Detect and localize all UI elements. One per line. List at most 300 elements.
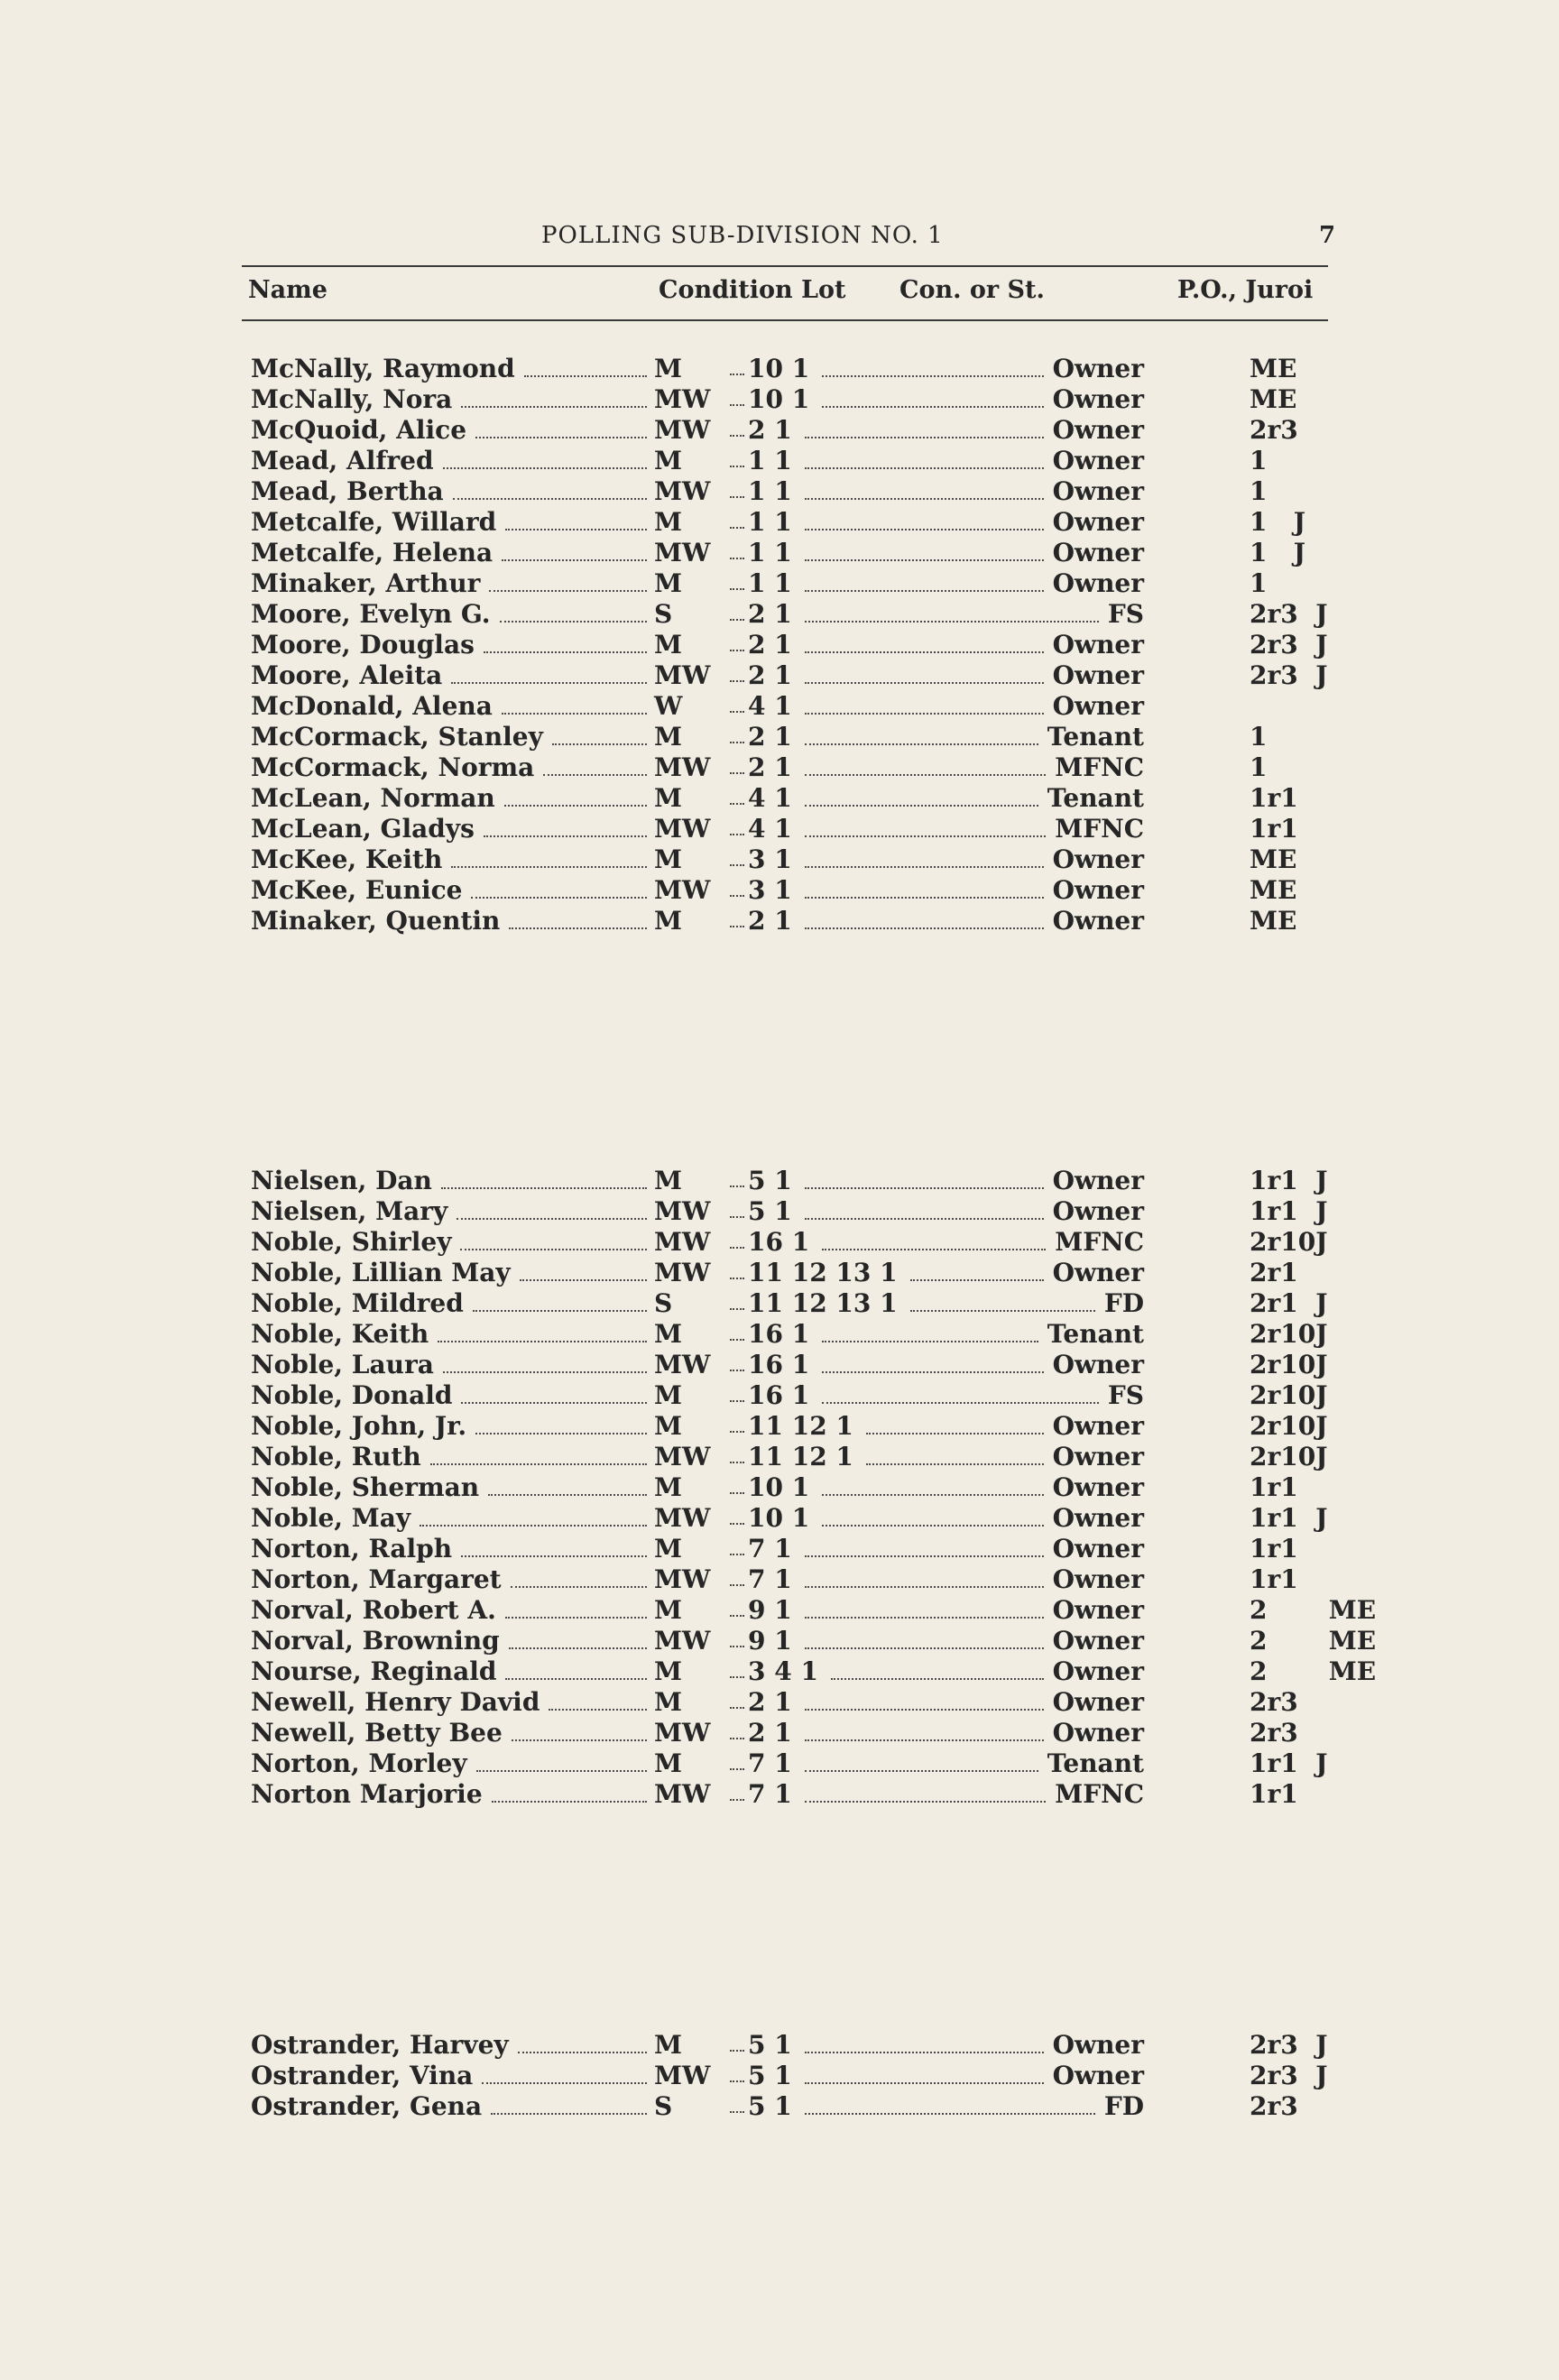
voter-juror: 1 — [1250, 722, 1268, 752]
voter-juror: 2r10J — [1250, 1350, 1328, 1379]
voter-lot: 2 1 — [748, 1687, 792, 1717]
voter-condition: M — [654, 1411, 682, 1441]
voter-name: Noble, Sherman — [251, 1472, 480, 1502]
voter-row — [0, 691, 1559, 722]
voter-section — [0, 354, 1559, 936]
voter-condition: MW — [654, 2061, 711, 2090]
page-number: 7 — [1319, 222, 1336, 249]
voter-row — [0, 814, 1559, 844]
voter-juror: 2r3 — [1250, 2091, 1298, 2121]
name-leader-dots — [441, 1166, 647, 1189]
voter-lot: 2 1 — [748, 906, 792, 936]
voter-condition: MW — [654, 875, 711, 905]
voter-condition: MW — [654, 1626, 711, 1656]
voter-row — [0, 875, 1559, 906]
column-header-po-juror: P.O., Juroi — [1177, 276, 1314, 304]
voter-name: Norton, Margaret — [251, 1564, 502, 1594]
voter-name: Noble, Laura — [251, 1350, 434, 1379]
voter-lot: 5 1 — [748, 2091, 792, 2121]
voter-row — [0, 2061, 1559, 2091]
running-head: POLLING SUB-DIVISION NO. 1 — [541, 222, 944, 249]
voter-po: Owner — [1052, 1595, 1144, 1625]
voter-po: Owner — [1052, 630, 1144, 660]
name-leader-dots — [438, 1319, 647, 1342]
header-rule-top — [242, 265, 1328, 267]
voter-name: Noble, May — [251, 1503, 411, 1533]
voter-name: Mead, Bertha — [251, 476, 444, 506]
voter-row — [0, 1442, 1559, 1472]
condition-lot-leader — [730, 1196, 744, 1218]
voter-condition: MW — [654, 1258, 711, 1287]
column-header-condition-lot: Condition Lot — [659, 276, 846, 304]
voter-condition: M — [654, 630, 682, 660]
lot-leader-dots — [805, 1595, 1044, 1619]
voter-condition: M — [654, 722, 682, 752]
voter-condition: MW — [654, 415, 711, 445]
name-leader-dots — [491, 2091, 647, 2115]
name-leader-dots — [460, 1227, 647, 1250]
voter-juror: 2r3 — [1250, 1687, 1298, 1717]
voter-row — [0, 476, 1559, 507]
voter-name: McCormack, Norma — [251, 752, 535, 782]
voter-name: Norval, Robert A. — [251, 1595, 496, 1625]
voter-lot: 10 1 — [748, 1503, 810, 1533]
voter-condition: MW — [654, 1718, 711, 1748]
condition-lot-leader — [730, 599, 744, 621]
voter-name: Moore, Douglas — [251, 630, 475, 660]
voter-po: Owner — [1052, 415, 1144, 445]
voter-lot: 16 1 — [748, 1380, 810, 1410]
voter-po: Owner — [1052, 691, 1144, 721]
voter-condition: M — [654, 1380, 682, 1410]
voter-row — [0, 1564, 1559, 1595]
voter-name: McKee, Eunice — [251, 875, 463, 905]
voter-row — [0, 1196, 1559, 1227]
voter-lot: 2 1 — [748, 415, 792, 445]
name-leader-dots — [420, 1503, 647, 1527]
voter-lot: 2 1 — [748, 1718, 792, 1748]
condition-lot-leader — [730, 783, 744, 805]
voter-condition: M — [654, 1656, 682, 1686]
condition-lot-leader — [730, 752, 744, 774]
condition-lot-leader — [730, 2061, 744, 2082]
condition-lot-leader — [730, 1626, 744, 1647]
voter-lot: 7 1 — [748, 1534, 792, 1564]
voter-juror: 2r10J — [1250, 1227, 1328, 1257]
voter-condition: MW — [654, 1227, 711, 1257]
voter-row — [0, 354, 1559, 384]
voter-name: Minaker, Quentin — [251, 906, 501, 936]
condition-lot-leader — [730, 2091, 744, 2113]
voter-po: Tenant — [1047, 1748, 1144, 1778]
voter-po: FS — [1107, 1380, 1144, 1410]
condition-lot-leader — [730, 1319, 744, 1341]
voter-row — [0, 630, 1559, 660]
header-rule-bottom — [242, 319, 1328, 321]
voter-po: Owner — [1052, 1687, 1144, 1717]
voter-condition: MW — [654, 384, 711, 414]
voter-condition: M — [654, 1687, 682, 1717]
voter-juror: 2r3 — [1250, 1718, 1298, 1748]
voter-juror: ME — [1250, 875, 1297, 905]
voter-row — [0, 599, 1559, 630]
condition-lot-leader — [730, 354, 744, 375]
condition-lot-leader — [730, 1288, 744, 1310]
voter-row — [0, 415, 1559, 446]
voter-lot: 7 1 — [748, 1748, 792, 1778]
voter-juror: 2r10J — [1250, 1442, 1328, 1471]
voter-juror: 2r3 J — [1250, 2061, 1328, 2090]
voter-lot: 3 4 1 — [748, 1656, 818, 1686]
voter-juror: ME — [1250, 384, 1297, 414]
lot-leader-dots — [822, 1380, 1099, 1404]
voter-lot: 5 1 — [748, 1196, 792, 1226]
voter-name: Norton, Morley — [251, 1748, 467, 1778]
name-leader-dots — [471, 875, 647, 899]
voter-lot: 2 1 — [748, 630, 792, 660]
condition-lot-leader — [730, 1779, 744, 1801]
voter-row — [0, 660, 1559, 691]
voter-lot: 7 1 — [748, 1779, 792, 1809]
voter-lot: 4 1 — [748, 691, 792, 721]
voter-po: Owner — [1052, 1534, 1144, 1564]
voter-juror: 2r10J — [1250, 1380, 1328, 1410]
voter-name: Norval, Browning — [251, 1626, 500, 1656]
condition-lot-leader — [730, 507, 744, 529]
voter-po: Owner — [1052, 2061, 1144, 2090]
name-leader-dots — [524, 354, 647, 377]
voter-po: Owner — [1052, 1166, 1144, 1195]
condition-lot-leader — [730, 1718, 744, 1739]
voter-name: Ostrander, Gena — [251, 2091, 483, 2121]
voter-po: Owner — [1052, 476, 1144, 506]
voter-lot: 16 1 — [748, 1350, 810, 1379]
name-leader-dots — [488, 1472, 647, 1496]
name-leader-dots — [509, 906, 647, 929]
voter-lot: 16 1 — [748, 1227, 810, 1257]
voter-lot: 16 1 — [748, 1319, 810, 1349]
voter-lot: 10 1 — [748, 354, 810, 383]
voter-juror: 1r1 J — [1250, 1503, 1328, 1533]
name-leader-dots — [443, 1350, 647, 1373]
lot-leader-dots — [805, 1196, 1044, 1220]
voter-po: FD — [1103, 2091, 1144, 2121]
voter-po: Owner — [1052, 507, 1144, 537]
voter-row — [0, 1656, 1559, 1687]
voter-lot: 2 1 — [748, 722, 792, 752]
voter-name: McKee, Keith — [251, 844, 443, 874]
voter-juror: 1 — [1250, 568, 1268, 598]
voter-name: Noble, Lillian May — [251, 1258, 511, 1287]
voter-condition: S — [654, 2091, 673, 2121]
voter-condition: M — [654, 1472, 682, 1502]
voter-lot: 11 12 1 — [748, 1442, 853, 1471]
voter-po: Owner — [1052, 1626, 1144, 1656]
lot-leader-dots — [805, 875, 1044, 899]
voter-condition: M — [654, 568, 682, 598]
voter-lot: 11 12 13 1 — [748, 1288, 898, 1318]
voter-lot: 2 1 — [748, 599, 792, 629]
voter-lot: 1 1 — [748, 507, 792, 537]
column-header-con-or-st: Con. or St. — [899, 276, 1045, 304]
voter-po: Owner — [1052, 2030, 1144, 2060]
voter-po: MFNC — [1055, 752, 1144, 782]
condition-lot-leader — [730, 1350, 744, 1371]
name-leader-dots — [502, 538, 647, 561]
lot-leader-dots — [822, 1472, 1043, 1496]
voter-juror: 2 ME — [1250, 1626, 1377, 1656]
condition-lot-leader — [730, 1503, 744, 1525]
name-leader-dots — [461, 1534, 647, 1557]
voter-condition: M — [654, 1319, 682, 1349]
lot-leader-dots — [805, 1534, 1044, 1557]
voter-condition: M — [654, 1595, 682, 1625]
voter-condition: MW — [654, 1196, 711, 1226]
name-leader-dots — [512, 1718, 647, 1741]
voter-condition: MW — [654, 752, 711, 782]
voter-po: Owner — [1052, 1442, 1144, 1471]
name-leader-dots — [484, 814, 647, 837]
lot-leader-dots — [822, 354, 1043, 377]
voter-name: McNally, Nora — [251, 384, 453, 414]
voter-row — [0, 1227, 1559, 1258]
voter-juror: 2r3 J — [1250, 599, 1328, 629]
lot-leader-dots — [822, 1319, 1038, 1342]
condition-lot-leader — [730, 1595, 744, 1617]
name-leader-dots — [476, 1748, 647, 1772]
voter-po: Owner — [1052, 1503, 1144, 1533]
voter-row — [0, 1288, 1559, 1319]
voter-po: FS — [1107, 599, 1144, 629]
voter-po: Owner — [1052, 1350, 1144, 1379]
voter-condition: M — [654, 1534, 682, 1564]
lot-leader-dots — [805, 1748, 1038, 1772]
voter-row — [0, 568, 1559, 599]
lot-leader-dots — [910, 1288, 1095, 1312]
voter-condition: MW — [654, 814, 711, 844]
lot-leader-dots — [822, 384, 1043, 408]
voter-lot: 11 12 1 — [748, 1411, 853, 1441]
lot-leader-dots — [866, 1442, 1044, 1465]
voter-condition: MW — [654, 1564, 711, 1594]
voter-juror: 1 J — [1250, 538, 1305, 567]
voter-name: Moore, Aleita — [251, 660, 443, 690]
lot-leader-dots — [805, 599, 1099, 623]
voter-po: Owner — [1052, 875, 1144, 905]
name-leader-dots — [457, 1196, 647, 1220]
voter-lot: 2 1 — [748, 752, 792, 782]
voter-name: McCormack, Stanley — [251, 722, 543, 752]
voter-name: Nielsen, Mary — [251, 1196, 448, 1226]
condition-lot-leader — [730, 476, 744, 498]
name-leader-dots — [500, 599, 647, 623]
voter-row — [0, 1380, 1559, 1411]
condition-lot-leader — [730, 1472, 744, 1494]
lot-leader-dots — [910, 1258, 1044, 1281]
voter-condition: MW — [654, 1350, 711, 1379]
voter-condition: M — [654, 844, 682, 874]
voter-po: Owner — [1052, 1411, 1144, 1441]
voter-section — [0, 1166, 1559, 1810]
voter-name: Ostrander, Harvey — [251, 2030, 509, 2060]
condition-lot-leader — [730, 2030, 744, 2052]
voter-condition: M — [654, 1748, 682, 1778]
voter-po: MFNC — [1055, 1227, 1144, 1257]
name-leader-dots — [552, 722, 647, 745]
lot-leader-dots — [805, 1687, 1044, 1711]
lot-leader-dots — [805, 660, 1044, 684]
voter-condition: M — [654, 446, 682, 475]
voter-name: McQuoid, Alice — [251, 415, 467, 445]
voter-po: Owner — [1052, 906, 1144, 936]
voter-po: Owner — [1052, 1718, 1144, 1748]
condition-lot-leader — [730, 538, 744, 559]
name-leader-dots — [518, 2030, 647, 2053]
voter-juror: 2 ME — [1250, 1595, 1377, 1625]
name-leader-dots — [430, 1442, 647, 1465]
voter-name: Norton, Ralph — [251, 1534, 453, 1564]
voter-juror: 1r1 — [1250, 814, 1298, 844]
voter-row — [0, 1472, 1559, 1503]
voter-name: Metcalfe, Willard — [251, 507, 497, 537]
voter-name: Ostrander, Vina — [251, 2061, 474, 2090]
voter-juror: 1r1 — [1250, 1564, 1298, 1594]
condition-lot-leader — [730, 1380, 744, 1402]
lot-leader-dots — [822, 1227, 1046, 1250]
voter-juror: 2r3 J — [1250, 660, 1328, 690]
condition-lot-leader — [730, 1687, 744, 1709]
condition-lot-leader — [730, 1534, 744, 1555]
voter-po: Tenant — [1047, 1319, 1144, 1349]
name-leader-dots — [484, 630, 647, 653]
lot-leader-dots — [805, 691, 1044, 715]
voter-lot: 1 1 — [748, 476, 792, 506]
voter-condition: S — [654, 599, 673, 629]
name-leader-dots — [505, 1595, 647, 1619]
lot-leader-dots — [805, 1718, 1044, 1741]
name-leader-dots — [489, 568, 647, 592]
voter-name: Nourse, Reginald — [251, 1656, 497, 1686]
lot-leader-dots — [805, 446, 1044, 469]
voter-lot: 2 1 — [748, 660, 792, 690]
name-leader-dots — [453, 476, 647, 500]
name-leader-dots — [443, 446, 647, 469]
voter-juror: 2r3 — [1250, 415, 1298, 445]
voter-po: Owner — [1052, 1258, 1144, 1287]
voter-lot: 5 1 — [748, 2030, 792, 2060]
name-leader-dots — [504, 783, 647, 807]
voter-po: FD — [1103, 1288, 1144, 1318]
voter-row — [0, 844, 1559, 875]
lot-leader-dots — [805, 783, 1038, 807]
voter-po: Tenant — [1047, 783, 1144, 813]
lot-leader-dots — [805, 1564, 1044, 1588]
lot-leader-dots — [805, 1626, 1044, 1649]
voter-condition: M — [654, 2030, 682, 2060]
voter-condition: M — [654, 783, 682, 813]
name-leader-dots — [511, 1564, 647, 1588]
lot-leader-dots — [805, 1166, 1044, 1189]
name-leader-dots — [475, 1411, 647, 1434]
condition-lot-leader — [730, 384, 744, 406]
condition-lot-leader — [730, 1656, 744, 1678]
name-leader-dots — [492, 1779, 647, 1803]
name-leader-dots — [543, 752, 647, 776]
voter-name: Noble, Shirley — [251, 1227, 452, 1257]
voter-po: Owner — [1052, 1656, 1144, 1686]
lot-leader-dots — [805, 722, 1038, 745]
voter-name: Moore, Evelyn G. — [251, 599, 491, 629]
voter-po: Owner — [1052, 1196, 1144, 1226]
voter-juror: 2r3 J — [1250, 2030, 1328, 2060]
voter-po: Tenant — [1047, 722, 1144, 752]
voter-section — [0, 2030, 1559, 2122]
voter-name: Noble, Ruth — [251, 1442, 421, 1471]
voter-juror: 2r10J — [1250, 1411, 1328, 1441]
condition-lot-leader — [730, 1748, 744, 1770]
voter-lot: 3 1 — [748, 875, 792, 905]
voter-row — [0, 1350, 1559, 1380]
lot-leader-dots — [805, 814, 1047, 837]
voter-juror: ME — [1250, 844, 1297, 874]
voter-name: McNally, Raymond — [251, 354, 515, 383]
voter-name: Mead, Alfred — [251, 446, 434, 475]
voter-row — [0, 722, 1559, 752]
voter-juror: 1r1 J — [1250, 1196, 1328, 1226]
voter-lot: 11 12 13 1 — [748, 1258, 898, 1287]
voter-row — [0, 1319, 1559, 1350]
voter-po: Owner — [1052, 844, 1144, 874]
voter-po: Owner — [1052, 446, 1144, 475]
name-leader-dots — [505, 507, 647, 530]
lot-leader-dots — [805, 568, 1044, 592]
voter-row — [0, 1534, 1559, 1564]
voter-lot: 10 1 — [748, 384, 810, 414]
voter-lot: 9 1 — [748, 1595, 792, 1625]
voter-juror: 1r1 J — [1250, 1166, 1328, 1195]
voter-row — [0, 1258, 1559, 1288]
name-leader-dots — [520, 1258, 647, 1281]
lot-leader-dots — [805, 752, 1047, 776]
condition-lot-leader — [730, 1411, 744, 1433]
condition-lot-leader — [730, 568, 744, 590]
voter-row — [0, 1687, 1559, 1718]
voter-lot: 1 1 — [748, 568, 792, 598]
voter-lot: 5 1 — [748, 1166, 792, 1195]
voter-row — [0, 1779, 1559, 1810]
lot-leader-dots — [805, 630, 1044, 653]
voter-condition: M — [654, 1166, 682, 1195]
voter-po: Owner — [1052, 354, 1144, 383]
voter-juror: 2r10J — [1250, 1319, 1328, 1349]
voter-juror: 2r3 J — [1250, 630, 1328, 660]
voter-name: Noble, Donald — [251, 1380, 453, 1410]
voter-condition: MW — [654, 1779, 711, 1809]
voter-po: MFNC — [1055, 814, 1144, 844]
lot-leader-dots — [805, 2061, 1044, 2084]
voter-juror: 1r1 — [1250, 783, 1298, 813]
voter-name: Nielsen, Dan — [251, 1166, 432, 1195]
lot-leader-dots — [822, 1503, 1043, 1527]
voter-po: Owner — [1052, 1472, 1144, 1502]
name-leader-dots — [451, 844, 647, 868]
voter-juror: 1r1 — [1250, 1472, 1298, 1502]
lot-leader-dots — [805, 906, 1044, 929]
voter-condition: MW — [654, 538, 711, 567]
voter-name: Newell, Betty Bee — [251, 1718, 503, 1748]
name-leader-dots — [502, 691, 647, 715]
voter-lot: 3 1 — [748, 844, 792, 874]
